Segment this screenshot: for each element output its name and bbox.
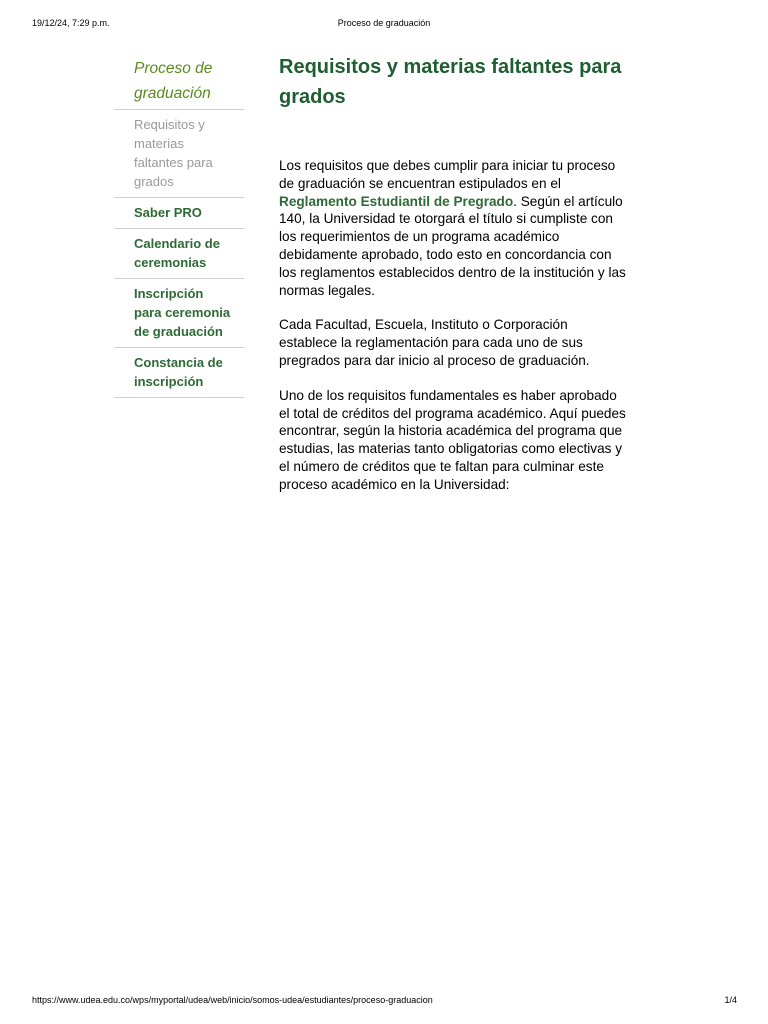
sidebar-item-requisitos[interactable]: Requisitos y materias faltantes para grados xyxy=(114,110,244,198)
print-url: https://www.udea.edu.co/wps/myportal/udea/web/inicio/somos-udea/estudiantes/proceso-graduacion xyxy=(32,995,433,1005)
print-datetime: 19/12/24, 7:29 p.m. xyxy=(32,18,110,28)
sidebar-item-constancia[interactable]: Constancia de inscripción xyxy=(114,348,244,398)
creditos-paragraph: Uno de los requisitos fundamentales es haber aprobado el total de créditos del programa académico. Aquí puedes encontrar, según la historia académica del programa que estudias, las materias tanto obligatorias como electivas y el número de créditos que te faltan para culminar este proceso académico en la Universidad: xyxy=(279,387,626,492)
facultad-paragraph: Cada Facultad, Escuela, Instituto o Corporación establece la reglamentación para cada uno de sus pregrados para dar inicio al proceso de graduación. xyxy=(279,317,590,368)
print-page-number: 1/4 xyxy=(724,995,737,1005)
intro-paragraph xyxy=(279,157,629,299)
sidebar-item-inscripcion[interactable]: Inscripción para ceremonia de graduación xyxy=(114,279,244,348)
sidebar-item-saber-pro[interactable]: Saber PRO xyxy=(114,198,244,229)
reglamento-link[interactable]: Reglamento Estudiantil de Pregrado xyxy=(279,193,514,209)
sidebar-nav xyxy=(114,56,244,398)
intro-text-start: Los requisitos que debes cumplir para iniciar tu proceso de graduación se encuentran estipulados en el xyxy=(279,158,616,191)
intro-text-end: . Según el artículo 140, la Universidad te otorgará el título si cumpliste con los requerimientos de un programa académico debidamente aprobado, todo esto en concordancia con los reglamentos establecidos dentro de la institución y las normas legales. xyxy=(279,193,626,298)
print-page-title: Proceso de graduación xyxy=(337,18,431,28)
sidebar-item-calendario[interactable]: Calendario de ceremonias xyxy=(114,229,244,279)
page-title: Requisitos y materias faltantes para grados xyxy=(279,56,622,108)
main-content xyxy=(279,52,629,494)
sidebar-title: Proceso de graduación xyxy=(114,56,244,110)
